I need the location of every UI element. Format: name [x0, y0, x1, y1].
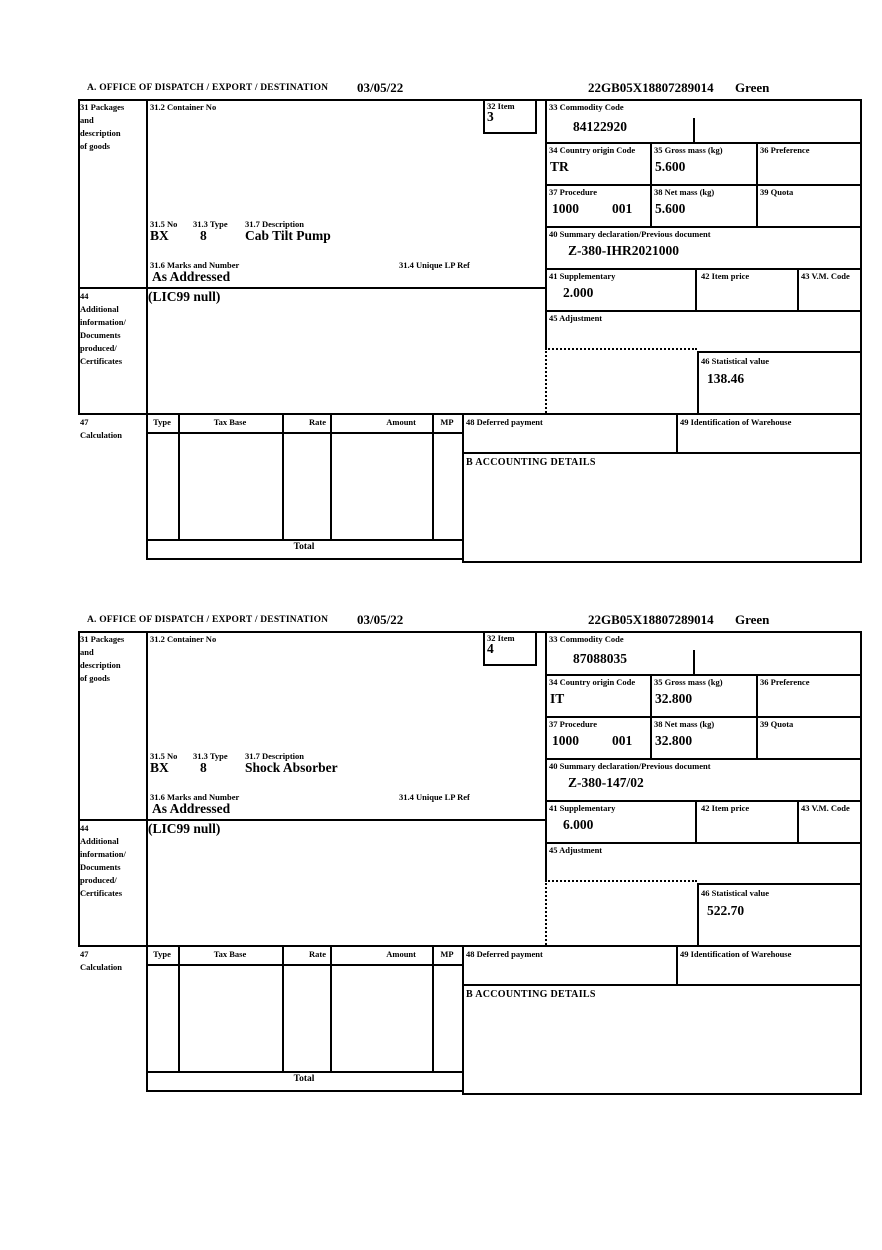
tax-table-taxbase-header: Tax Base [213, 417, 247, 427]
package-type-label: 31.3 Type [193, 751, 228, 761]
accounting-details-label: B ACCOUNTING DETAILS [466, 457, 596, 468]
unique-lp-ref-label: 31.4 Unique LP Ref [399, 260, 470, 270]
box41-42-divider [695, 268, 697, 310]
form-right-border [860, 631, 862, 1095]
tax-table-col-line-3 [330, 945, 332, 1071]
statistical-value-value: 522.70 [707, 903, 745, 918]
country-origin-label: 34 Country origin Code [549, 677, 636, 687]
box48-49-divider [676, 413, 678, 452]
box44-label-line1: 44 [80, 291, 89, 301]
unique-lp-ref-label: 31.4 Unique LP Ref [399, 792, 470, 802]
box32-right-border [535, 631, 537, 664]
description-label: 31.7 Description [245, 219, 305, 229]
item-price-label: 42 Item price [701, 803, 750, 813]
container-no-label: 31.2 Container No [150, 102, 217, 112]
box47-label-line2: Calculation [80, 962, 123, 972]
tax-table-amount-header: Amount [386, 949, 416, 959]
box31-label-line2: and [80, 647, 94, 657]
package-type-value: 8 [200, 760, 207, 775]
tax-table-rate-header: Rate [309, 417, 326, 427]
package-no-label: 31.5 No [150, 219, 178, 229]
tax-table-rate-header: Rate [309, 949, 326, 959]
accounting-bottom-border [462, 1093, 862, 1095]
box44-label-line4: Documents [80, 862, 121, 872]
marks-number-value: As Addressed [152, 269, 231, 284]
item-price-label: 42 Item price [701, 271, 750, 281]
box31-label-line1: 31 Packages [80, 634, 125, 644]
box44-label-line6: Certificates [80, 356, 123, 366]
box47-label-line1: 47 [80, 949, 89, 959]
adjustment-label: 45 Adjustment [549, 845, 603, 855]
box40-bottom-line [545, 800, 862, 802]
total-row-top-line [146, 1071, 462, 1073]
box44-label-line2: Additional [80, 836, 119, 846]
declaration-item-section [78, 80, 864, 566]
box40-bottom-line [545, 268, 862, 270]
adjustment-dotted-line [545, 880, 697, 882]
item-number-value: 4 [487, 641, 494, 656]
tax-table-col-line-4 [432, 413, 434, 539]
statistical-value-label: 46 Statistical value [701, 356, 769, 366]
box37-row-line [545, 226, 862, 228]
box35-36-divider [756, 142, 758, 226]
box48-49-divider [676, 945, 678, 984]
supplementary-label: 41 Supplementary [549, 803, 616, 813]
declaration-reference: 22GB05X18807289014 [588, 80, 714, 95]
vm-code-label: 43 V.M. Code [801, 803, 850, 813]
declaration-reference: 22GB05X18807289014 [588, 612, 714, 627]
box31-label-line1: 31 Packages [80, 102, 125, 112]
net-mass-value: 32.800 [655, 733, 693, 748]
tax-table-mp-header: MP [440, 949, 454, 959]
office-of-dispatch-label: A. OFFICE OF DISPATCH / EXPORT / DESTINATION [87, 615, 329, 625]
total-row-top-line [146, 539, 462, 541]
box34-35-divider [650, 674, 652, 758]
accounting-details-label: B ACCOUNTING DETAILS [466, 989, 596, 1000]
marks-number-value: As Addressed [152, 801, 231, 816]
total-label: Total [293, 542, 315, 552]
commodity-code-divider [693, 118, 695, 142]
box35-36-divider [756, 674, 758, 758]
country-origin-label: 34 Country origin Code [549, 145, 636, 155]
statistical-value-value: 138.46 [707, 371, 745, 386]
procedure-suffix-value: 001 [612, 733, 633, 748]
package-type-value: 8 [200, 228, 207, 243]
commodity-code-label: 33 Commodity Code [549, 634, 624, 644]
box46-top-border [697, 883, 862, 885]
declaration-date: 03/05/22 [357, 612, 404, 627]
preference-label: 36 Preference [760, 145, 810, 155]
net-mass-label: 38 Net mass (kg) [654, 187, 715, 197]
procedure-value: 1000 [552, 733, 579, 748]
tax-table-col-line-3 [330, 413, 332, 539]
vm-code-label: 43 V.M. Code [801, 271, 850, 281]
box47-separator-line [78, 413, 862, 415]
declaration-date: 03/05/22 [357, 80, 404, 95]
box46-left-border [697, 351, 699, 413]
previous-document-label: 40 Summary declaration/Previous document [549, 229, 711, 239]
box47-label-line1: 47 [80, 417, 89, 427]
commodity-code-label: 33 Commodity Code [549, 102, 624, 112]
box44-label-line4: Documents [80, 330, 121, 340]
country-origin-value: IT [550, 691, 565, 706]
gross-mass-label: 35 Gross mass (kg) [654, 677, 723, 687]
routing-status: Green [735, 612, 770, 627]
country-origin-value: TR [550, 159, 569, 174]
marks-number-label: 31.6 Marks and Number [150, 260, 240, 270]
box31-label-line3: description [80, 128, 121, 138]
center-dotted-divider [545, 880, 547, 945]
additional-info-value: (LIC99 null) [148, 821, 221, 836]
marks-number-label: 31.6 Marks and Number [150, 792, 240, 802]
box31-label-line3: description [80, 660, 121, 670]
package-no-value: BX [150, 228, 169, 243]
deferred-payment-label: 48 Deferred payment [466, 949, 543, 959]
quota-label: 39 Quota [760, 719, 794, 729]
box46-left-border [697, 883, 699, 945]
box47-separator-line [78, 945, 862, 947]
box42-43-divider [797, 268, 799, 310]
package-type-label: 31.3 Type [193, 219, 228, 229]
box42-43-divider [797, 800, 799, 842]
box44-label-line3: information/ [80, 317, 126, 327]
tax-table-mp-header: MP [440, 417, 454, 427]
tax-table-right-border [462, 413, 464, 561]
tax-table-right-border [462, 945, 464, 1093]
box47-label-line2: Calculation [80, 430, 123, 440]
box44-label-line5: produced/ [80, 875, 117, 885]
form-right-border [860, 99, 862, 563]
warehouse-id-label: 49 Identification of Warehouse [680, 417, 792, 427]
box34-row-line [545, 184, 862, 186]
package-no-label: 31.5 No [150, 751, 178, 761]
office-of-dispatch-label: A. OFFICE OF DISPATCH / EXPORT / DESTINATION [87, 83, 329, 93]
total-row-bottom-line [146, 558, 462, 560]
tax-table-col-line-2 [282, 413, 284, 539]
box32-bottom-border [483, 664, 537, 666]
tax-table-col-line-1 [178, 413, 180, 539]
box33-bottom-line [545, 142, 862, 144]
center-dotted-divider [545, 348, 547, 413]
box37-row-line [545, 758, 862, 760]
box34-35-divider [650, 142, 652, 226]
goods-description-value: Cab Tilt Pump [245, 228, 331, 243]
net-mass-label: 38 Net mass (kg) [654, 719, 715, 729]
box32-right-border [535, 99, 537, 132]
box31-label-line4: of goods [80, 141, 110, 151]
box32-bottom-border [483, 132, 537, 134]
center-column-divider [545, 99, 547, 348]
supplementary-label: 41 Supplementary [549, 271, 616, 281]
container-no-label: 31.2 Container No [150, 634, 217, 644]
supplementary-value: 2.000 [563, 285, 594, 300]
gross-mass-value: 5.600 [655, 159, 686, 174]
item-number-label: 32 Item [487, 633, 515, 643]
center-column-divider [545, 631, 547, 880]
commodity-code-value: 84122920 [573, 119, 627, 134]
accounting-bottom-border [462, 561, 862, 563]
box44-label-line2: Additional [80, 304, 119, 314]
procedure-suffix-value: 001 [612, 201, 633, 216]
warehouse-id-label: 49 Identification of Warehouse [680, 949, 792, 959]
package-no-value: BX [150, 760, 169, 775]
declaration-item-section [78, 612, 864, 1098]
item-number-value: 3 [487, 109, 494, 124]
box48-bottom-line [462, 984, 862, 986]
adjustment-label: 45 Adjustment [549, 313, 603, 323]
box41-bottom-line [545, 842, 862, 844]
net-mass-value: 5.600 [655, 201, 686, 216]
tax-table-col-line-1 [178, 945, 180, 1071]
commodity-code-divider [693, 650, 695, 674]
previous-document-label: 40 Summary declaration/Previous document [549, 761, 711, 771]
total-label: Total [293, 1074, 315, 1084]
quota-label: 39 Quota [760, 187, 794, 197]
left-column-divider [146, 99, 148, 560]
tax-table-header-underline [146, 964, 462, 966]
total-row-bottom-line [146, 1090, 462, 1092]
description-label: 31.7 Description [245, 751, 305, 761]
previous-document-value: Z-380-IHR2021000 [568, 243, 679, 258]
box33-bottom-line [545, 674, 862, 676]
box41-bottom-line [545, 310, 862, 312]
box32-left-border [483, 631, 485, 664]
tax-table-col-line-4 [432, 945, 434, 1071]
box44-label-line6: Certificates [80, 888, 123, 898]
box31-label-line4: of goods [80, 673, 110, 683]
box44-label-line1: 44 [80, 823, 89, 833]
procedure-label: 37 Procedure [549, 719, 598, 729]
tax-table-header-underline [146, 432, 462, 434]
box44-label-line5: produced/ [80, 343, 117, 353]
tax-table-amount-header: Amount [386, 417, 416, 427]
tax-table-type-header: Type [153, 949, 171, 959]
gross-mass-label: 35 Gross mass (kg) [654, 145, 723, 155]
box41-42-divider [695, 800, 697, 842]
procedure-value: 1000 [552, 201, 579, 216]
box48-bottom-line [462, 452, 862, 454]
tax-table-col-line-2 [282, 945, 284, 1071]
tax-table-type-header: Type [153, 417, 171, 427]
adjustment-dotted-line [545, 348, 697, 350]
box32-left-border [483, 99, 485, 132]
gross-mass-value: 32.800 [655, 691, 693, 706]
procedure-label: 37 Procedure [549, 187, 598, 197]
box31-label-line2: and [80, 115, 94, 125]
box44-label-line3: information/ [80, 849, 126, 859]
routing-status: Green [735, 80, 770, 95]
additional-info-value: (LIC99 null) [148, 289, 221, 304]
goods-description-value: Shock Absorber [245, 760, 338, 775]
statistical-value-label: 46 Statistical value [701, 888, 769, 898]
box34-row-line [545, 716, 862, 718]
preference-label: 36 Preference [760, 677, 810, 687]
previous-document-value: Z-380-147/02 [568, 775, 644, 790]
form-top-border [78, 631, 862, 633]
box46-top-border [697, 351, 862, 353]
tax-table-taxbase-header: Tax Base [213, 949, 247, 959]
commodity-code-value: 87088035 [573, 651, 627, 666]
left-column-divider [146, 631, 148, 1092]
deferred-payment-label: 48 Deferred payment [466, 417, 543, 427]
form-top-border [78, 99, 862, 101]
supplementary-value: 6.000 [563, 817, 594, 832]
item-number-label: 32 Item [487, 101, 515, 111]
